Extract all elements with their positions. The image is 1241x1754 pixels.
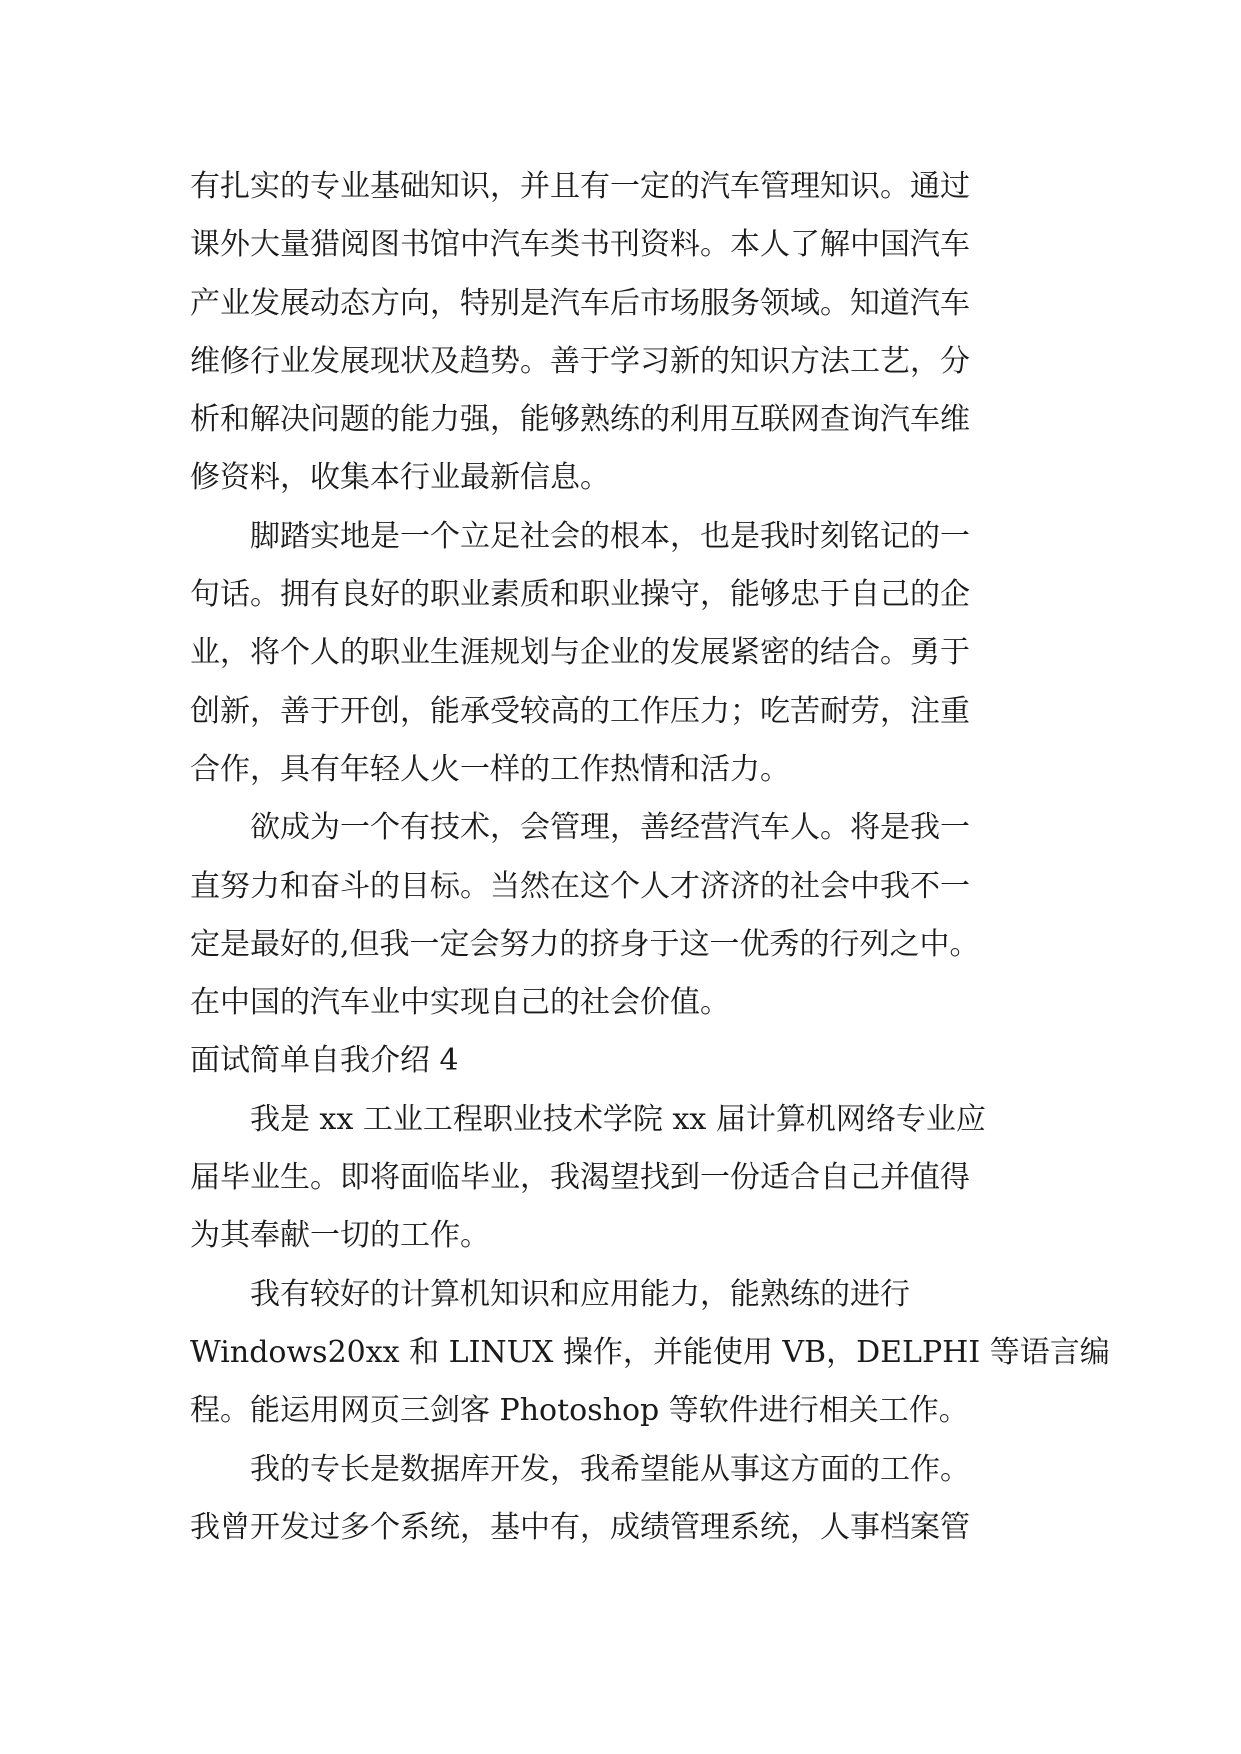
- text-line: 合作，具有年轻人火一样的工作热情和活力。: [190, 751, 790, 787]
- document-body: [190, 158, 1110, 1557]
- text-line: 有扎实的专业基础知识，并且有一定的汽车管理知识。通过: [190, 169, 970, 204]
- text-line: 为其奉献一切的工作。: [190, 1218, 490, 1254]
- text-line: 程。能运用网页三剑客 Photoshop 等软件进行相关工作。: [190, 1393, 969, 1429]
- text-line: 创新，善于开创，能承受较高的工作压力；吃苦耐劳，注重: [190, 693, 970, 729]
- text-line: 定是最好的,但我一定会努力的挤身于这一优秀的行列之中。: [190, 926, 980, 962]
- text-line: 我是 xx 工业工程职业技术学院 xx 届计算机网络专业应: [250, 1101, 986, 1137]
- text-line: 产业发展动态方向，特别是汽车后市场服务领域。知道汽车: [190, 285, 970, 321]
- text-line: 课外大量猎阅图书馆中汽车类书刊资料。本人了解中国汽车: [190, 227, 970, 263]
- text-line: 欲成为一个有技术，会管理，善经营汽车人。将是我一: [250, 810, 970, 846]
- paragraph: [190, 508, 1060, 799]
- text-line: 在中国的汽车业中实现自己的社会价值。: [190, 985, 730, 1021]
- text-line: 脚踏实地是一个立足社会的根本，也是我时刻铭记的一: [250, 518, 970, 554]
- text-line: 直努力和奋斗的目标。当然在这个人才济济的社会中我不一: [190, 868, 970, 904]
- text-line: 我曾开发过多个系统，基中有，成绩管理系统，人事档案管: [190, 1509, 970, 1545]
- paragraph: [190, 1091, 1060, 1266]
- paragraph: [190, 158, 1060, 508]
- section-heading: 面试简单自我介绍 4: [190, 1043, 459, 1079]
- text-line: 维修行业发展现状及趋势。善于学习新的知识方法工艺，分: [190, 343, 970, 379]
- paragraph: [190, 1441, 1060, 1558]
- text-line: 句话。拥有良好的职业素质和职业操守，能够忠于自己的企: [190, 577, 970, 613]
- paragraph: [190, 799, 1060, 1032]
- text-line: 我的专长是数据库开发，我希望能从事这方面的工作。: [250, 1451, 970, 1487]
- paragraph: [190, 1266, 1110, 1441]
- text-line: 届毕业生。即将面临毕业，我渴望找到一份适合自己并值得: [190, 1160, 970, 1196]
- text-line: 修资料，收集本行业最新信息。: [190, 460, 610, 496]
- text-line: Windows20xx 和 LINUX 操作，并能使用 VB，DELPHI 等语言编: [190, 1334, 1110, 1370]
- text-line: 业，将个人的职业生涯规划与企业的发展紧密的结合。勇于: [190, 635, 970, 671]
- text-line: 我有较好的计算机知识和应用能力，能熟练的进行: [250, 1276, 910, 1312]
- text-line: 析和解决问题的能力强，能够熟练的利用互联网查询汽车维: [190, 402, 970, 438]
